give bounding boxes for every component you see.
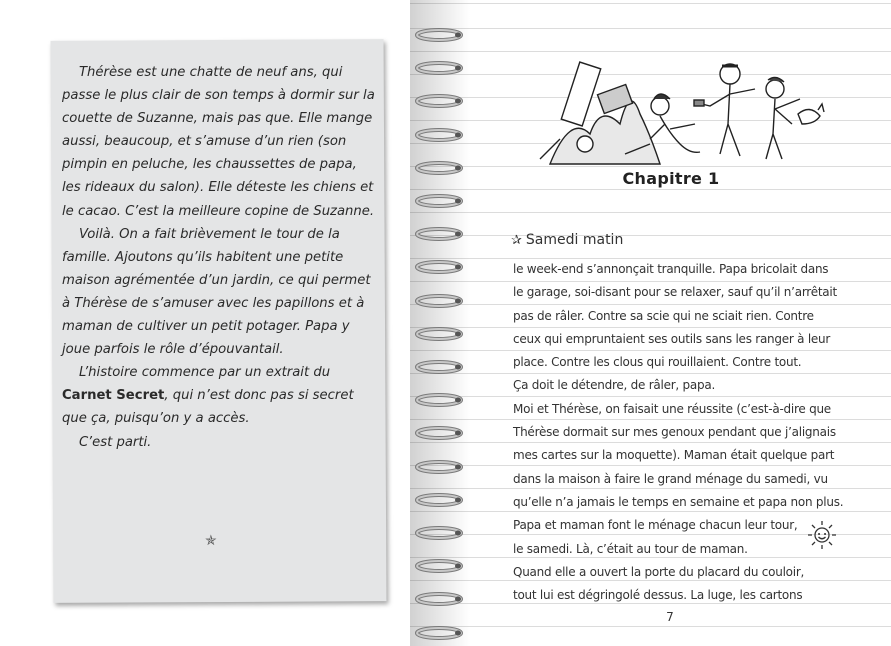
body-line: tout lui est dégringolé dessus. La luge, les cartons <box>513 588 803 603</box>
body-line: qu’elle n’a jamais le temps en semaine et papa non plus. <box>513 494 844 509</box>
body-line: le week-end s’annonçait tranquille. Papa bricolait dans <box>513 262 829 276</box>
spiral-ring-icon <box>414 460 464 474</box>
spiral-ring-icon <box>414 592 464 606</box>
spiral-ring-icon <box>414 94 464 108</box>
sun-icon <box>807 520 837 550</box>
body-line: le samedi. Là, c’était au tour de maman. <box>513 541 748 556</box>
star-icon: ✯ <box>205 533 217 549</box>
note-paragraph-4: C’est parti. <box>79 434 152 450</box>
carnet-secret-bold: Carnet Secret <box>62 388 165 404</box>
note-text <box>62 61 376 454</box>
star-icon: ✰ <box>511 233 522 248</box>
spiral-ring-icon <box>414 128 464 142</box>
chapter-body-text <box>513 258 843 607</box>
chapter-title: Chapitre 1 <box>622 169 720 188</box>
body-line: Thérèse dormait sur mes genoux pendant que j’alignais <box>513 425 836 440</box>
body-line: ceux qui empruntaient ses outils sans les ranger à leur <box>513 331 831 346</box>
spiral-ring-icon <box>414 327 464 341</box>
body-line: place. Contre les clous qui rouillaient. Contre tout. <box>513 355 802 370</box>
spiral-ring-icon <box>414 294 464 308</box>
spiral-ring-icon <box>414 194 464 208</box>
body-line: Ça doit le détendre, de râler, papa. <box>513 378 716 393</box>
spiral-ring-icon <box>414 393 464 407</box>
spiral-ring-icon <box>414 61 464 75</box>
note-paragraph-1: Thérèse est une chatte de neuf ans, qui passe le plus clair de son temps à dormir sur la couette de Suzanne, mais pas que. Elle mange aussi, beaucoup, et s’amuse d’un rien (son pimpin en peluche, les chaussettes de papa, les rideaux du salon). Elle déteste les chiens et le cacao. C’est la meilleure copine de Suzanne. <box>62 65 375 219</box>
family-chaos-illustration <box>530 44 830 170</box>
spiral-ring-icon <box>414 493 464 507</box>
body-line: le garage, soi-disant pour se relaxer, sauf qu’il n’arrêtait <box>513 285 837 300</box>
note-paragraph-3 <box>62 361 376 430</box>
body-line: Moi et Thérèse, on faisait une réussite (c’est-à-dire que <box>513 401 831 416</box>
body-line: pas de râler. Contre sa scie qui ne sciait rien. Contre <box>513 308 814 323</box>
note-paragraph-3-after: , qui n’est donc pas si secret que ça, puisqu’on y a accès. <box>62 388 354 427</box>
spiral-ring-icon <box>414 28 464 42</box>
spiral-ring-icon <box>414 227 464 241</box>
spiral-ring-icon <box>414 426 464 440</box>
body-line: dans la maison à faire le grand ménage du samedi, vu <box>513 471 828 486</box>
spiral-ring-icon <box>414 626 464 640</box>
note-paragraph-3-before: L’histoire commence par un extrait du <box>79 365 331 381</box>
spiral-ring-icon <box>414 526 464 540</box>
spiral-ring-icon <box>414 260 464 274</box>
body-line: mes cartes sur la moquette). Maman était quelque part <box>513 448 835 463</box>
body-line: Quand elle a ouvert la porte du placard du couloir, <box>513 564 805 579</box>
spiral-ring-icon <box>414 360 464 374</box>
note-paragraph-2: Voilà. On a fait brièvement le tour de la famille. Ajoutons qu’ils habitent une petite maison agrémentée d’un jardin, ce qui permet à Thérèse de s’amuser avec les papillons et à maman de cultiver un petit potager. Papa y joue parfois le rôle d’épouvantail. <box>62 226 371 358</box>
left-page <box>0 0 410 646</box>
section-heading <box>511 232 623 248</box>
body-line: Papa et maman font le ménage chacun leur tour, <box>513 518 798 533</box>
section-heading-text: Samedi matin <box>525 232 624 248</box>
spiral-ring-icon <box>414 161 464 175</box>
page-number: 7 <box>666 610 674 624</box>
spiral-ring-icon <box>414 559 464 573</box>
